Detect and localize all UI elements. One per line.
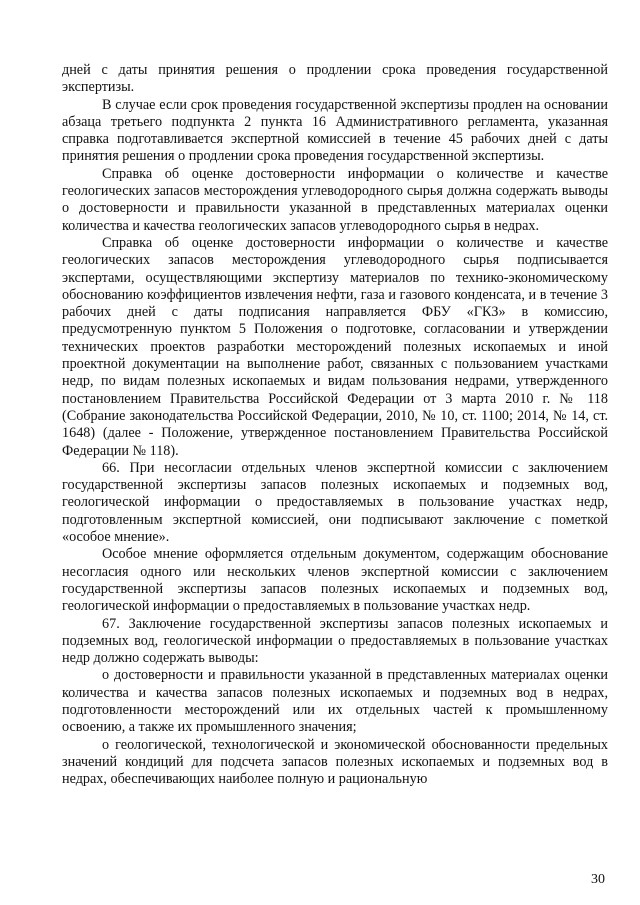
paragraph-6: Особое мнение оформляется отдельным документом, содержащим обоснование несогласия одного или нескольких членов экспертной комиссии с заключением государственной экспертизы запасов полезных ископаемых и подземных вод, геологической информации о предоставляемых в пользование участках недр. — [62, 546, 608, 615]
page-number: 30 — [591, 872, 605, 887]
paragraph-7: 67. Заключение государственной экспертизы запасов полезных ископаемых и подземных вод, геологической информации о предоставляемых в пользование участках недр должно содержать выводы: — [62, 615, 608, 667]
paragraph-8: о достоверности и правильности указанной в представленных материалах оценки количества и качества запасов полезных ископаемых и подземных вод в недрах, подготовленности месторождений или их отдельных частей к промышленному освоению, а также их промышленного значения; — [62, 667, 608, 736]
paragraph-1: дней с даты принятия решения о продлении срока проведения государственной экспертизы. — [62, 62, 608, 96]
paragraph-4: Справка об оценке достоверности информации о количестве и качестве геологических запасов месторождения углеводородного сырья подписывается экспертами, осуществляющими экспертизу материалов по технико-экономическому обоснованию коэффициентов извлечения нефти, газа и газового конденсата, и в течение 3 рабочих дней с даты подписания направляется ФБУ «ГКЗ» в комиссию, предусмотренную пунктом 5 Положения о подготовке, согласовании и утверждении технических проектов разработки месторождений полезных ископаемых и иной проектной документации на выполнение работ, связанных с пользованием участками недр, по видам полезных ископаемых и видам пользования недрами, утвержденного постановлением Правительства Российской Федерации от 3 марта 2010 г. № 118 (Собрание законодательства Российской Федерации, 2010, № 10, ст. 1100; 2014, № 14, ст. 1648) (далее - Положение, утвержденное постановлением Правительства Российской Федерации № 118). — [62, 234, 608, 459]
paragraph-5: 66. При несогласии отдельных членов экспертной комиссии с заключением государственной экспертизы запасов полезных ископаемых и подземных вод, геологической информации о предоставляемых в пользование участках недр, подготовленным экспертной комиссией, они подписывают заключение с пометкой «особое мнение». — [62, 459, 608, 546]
paragraph-9: о геологической, технологической и экономической обоснованности предельных значений кондиций для подсчета запасов полезных ископаемых и подземных вод в недрах, обеспечивающих наиболее полную и рациональную — [62, 736, 608, 788]
paragraph-2: В случае если срок проведения государственной экспертизы продлен на основании абзаца третьего подпункта 2 пункта 16 Административного регламента, указанная справка подготавливается экспертной комиссией в течение 45 рабочих дней с даты принятия решения о продлении срока проведения государственной экспертизы. — [62, 96, 608, 165]
document-body — [62, 62, 608, 788]
paragraph-3: Справка об оценке достоверности информации о количестве и качестве геологических запасов месторождения углеводородного сырья должна содержать выводы о достоверности и правильности указанной в представленных материалах оценки количества и качества геологических запасов углеводородного сырья в недрах. — [62, 165, 608, 234]
